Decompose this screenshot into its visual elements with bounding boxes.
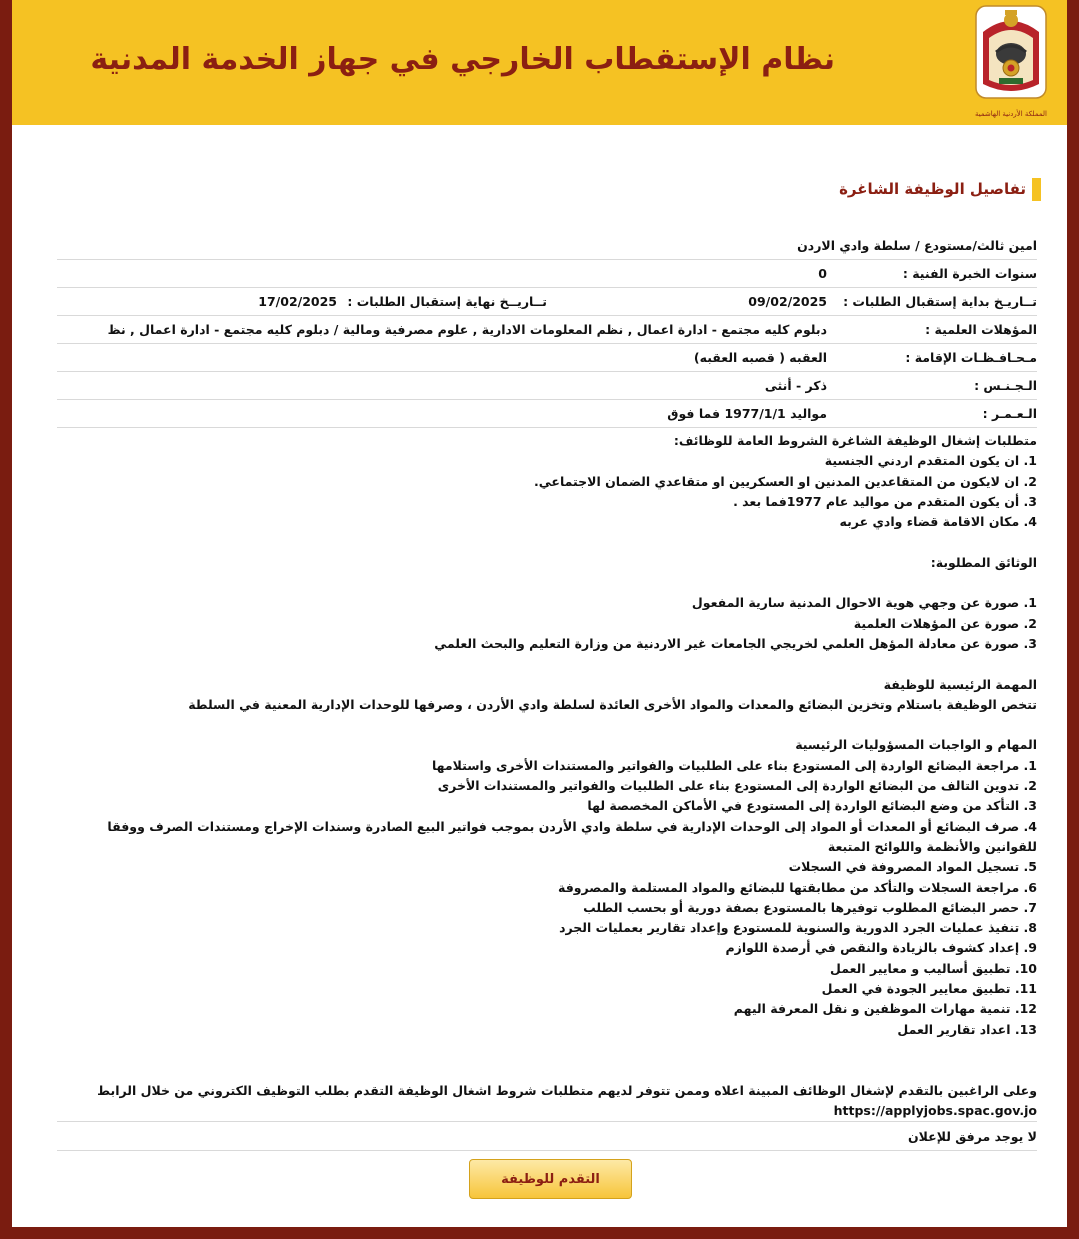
documents-title: الوثائق المطلوبة:	[930, 554, 1037, 570]
apply-link[interactable]: https://applyjobs.spac.gov.jo	[833, 1102, 1037, 1118]
dates-row	[57, 288, 1037, 316]
header-bar	[12, 0, 1067, 125]
section-title-marker	[839, 178, 1041, 201]
duty-item: 9. إعداد كشوف بالزيادة والنقص في أرصدة اللوازم	[725, 940, 1037, 956]
qualifications-label: المؤهلات العلمية :	[925, 322, 1037, 337]
job-title: امين ثالث/مستودع / سلطة وادي الاردن	[797, 238, 1037, 253]
governorate-label: مـحـافـظـات الإقامة :	[905, 350, 1037, 365]
duty-item: 13. اعداد تقارير العمل	[897, 1021, 1037, 1037]
age-label: الـعـمـر :	[982, 406, 1037, 421]
qualifications-value: دبلوم كليه مجتمع - ادارة اعمال , نظم المعلومات الادارية , علوم مصرفية ومالية / دبلوم كليه مجتمع - ادارة اعمال , نظ	[107, 322, 827, 337]
experience-label: سنوات الخبرة الفنية :	[902, 266, 1037, 281]
main-task-text: تتخص الوظيفة باستلام وتخزين البضائع والمعدات والمواد الأخرى العائدة لسلطة وادي الأردن ، وصرفها للوحدات الإدارية المعنية في السلطة	[188, 696, 1037, 712]
qualifications-row	[57, 316, 1037, 344]
duty-item: 8. تنفيذ عمليات الجرد الدورية والسنوية للمستودع وإعداد تقارير بعمليات الجرد	[559, 920, 1037, 936]
requirement-item: 2. ان لايكون من المتقاعدين المدنين او العسكريين او متقاعدي الضمان الاجتماعي.	[534, 473, 1037, 489]
requirements-title: متطلبات إشغال الوظيفة الشاغرة الشروط العامة للوظائف:	[673, 433, 1037, 448]
requirement-item: 3. أن يكون المتقدم من مواليد عام 1977فما بعد .	[733, 493, 1037, 509]
age-row	[57, 400, 1037, 428]
attachment-note: لا يوجد مرفق للإعلان	[908, 1129, 1037, 1145]
age-value: مواليد 1977/1/1 فما فوق	[667, 406, 827, 421]
start-date-label: تــاريـخ بداية إستقبال الطلبات :	[843, 294, 1037, 309]
jordan-emblem-icon	[971, 2, 1051, 122]
document-item: 2. صورة عن المؤهلات العلمية	[853, 615, 1037, 631]
governorate-row	[57, 344, 1037, 372]
experience-value: 0	[818, 266, 827, 281]
duties-title: المهام و الواجبات المسؤوليات الرئيسية	[795, 737, 1037, 753]
duty-item: 4. صرف البضائع أو المعدات أو المواد إلى الوحدات الإدارية في سلطة وادي الأردن بموجب فواتير البيع الصادرة وسندات الإخراج ومستندات الصرف ووفقا للقوانين والأنظمة واللوائح المتبعة	[107, 818, 1037, 854]
emblem-caption: المملكة الأردنية الهاشمية	[974, 110, 1048, 118]
duty-item: 11. تطبيق معايير الجودة في العمل	[821, 981, 1037, 997]
main-task-title: المهمة الرئيسية للوظيفة	[883, 676, 1037, 692]
page-title: نظام الإستقطاب الخارجي في جهاز الخدمة المدنية	[90, 42, 835, 77]
section-title: تفاصيل الوظيفة الشاغرة	[839, 180, 1026, 198]
gender-label: الـجـنـس :	[974, 378, 1037, 393]
requirement-item: 4. مكان الاقامة قضاء وادي عربه	[839, 514, 1037, 530]
experience-row	[57, 260, 1037, 288]
start-date-value: 09/02/2025	[748, 294, 827, 309]
description-block	[57, 428, 1037, 1122]
governorate-value: العقبه ( قصبه العقبه)	[693, 350, 827, 365]
duty-item: 12. تنمية مهارات الموظفين و نقل المعرفة اليهم	[733, 1001, 1037, 1017]
page-frame	[12, 0, 1067, 1227]
duty-item: 10. تطبيق أساليب و معايير العمل	[830, 960, 1037, 976]
duty-item: 5. تسجيل المواد المصروفة في السجلات	[788, 859, 1037, 875]
gender-value: ذكر - أنثى	[764, 378, 827, 393]
document-item: 3. صورة عن معادلة المؤهل العلمي لخريجي الجامعات غير الاردنية من وزارة التعليم والبحث العلمي	[434, 635, 1037, 651]
apply-note: وعلى الراغبين بالتقدم لإشغال الوظائف المبينة اعلاه وممن تتوفر لديهم متطلبات شروط اشغال الوظيفة التقدم بطلب التوظيف الكتروني من خلال الرابط	[97, 1082, 1037, 1098]
gender-row	[57, 372, 1037, 400]
document-item: 1. صورة عن وجهي هوية الاحوال المدنية سارية المفعول	[691, 595, 1037, 611]
attachment-row	[57, 1122, 1037, 1151]
duty-item: 6. مراجعة السجلات والتأكد من مطابقتها للبضائع والمواد المستلمة والمصروفة	[558, 879, 1037, 895]
duty-item: 1. مراجعة البضائع الواردة إلى المستودع بناء على الطلبيات والفواتير والمستندات الأخرى واستلامها	[431, 757, 1037, 773]
duty-item: 3. التأكد من وضع البضائع الواردة إلى المستودع في الأماكن المخصصة لها	[587, 798, 1037, 814]
duty-item: 7. حصر البضائع المطلوب توفيرها بالمستودع بصفة دورية أو بحسب الطلب	[583, 899, 1037, 915]
job-title-row	[57, 232, 1037, 260]
end-date-value: 17/02/2025	[258, 294, 337, 309]
apply-button[interactable]: التقدم للوظيفة	[469, 1159, 632, 1199]
job-details	[57, 232, 1037, 1151]
requirement-item: 1. ان يكون المتقدم اردني الجنسية	[824, 453, 1037, 469]
duty-item: 2. تدوين التالف من البضائع الواردة إلى المستودع بناء على الطلبيات والفواتير والمستندات الأخرى	[437, 778, 1037, 794]
end-date-label: تــاريــخ نهاية إستقبال الطلبات :	[347, 294, 547, 309]
